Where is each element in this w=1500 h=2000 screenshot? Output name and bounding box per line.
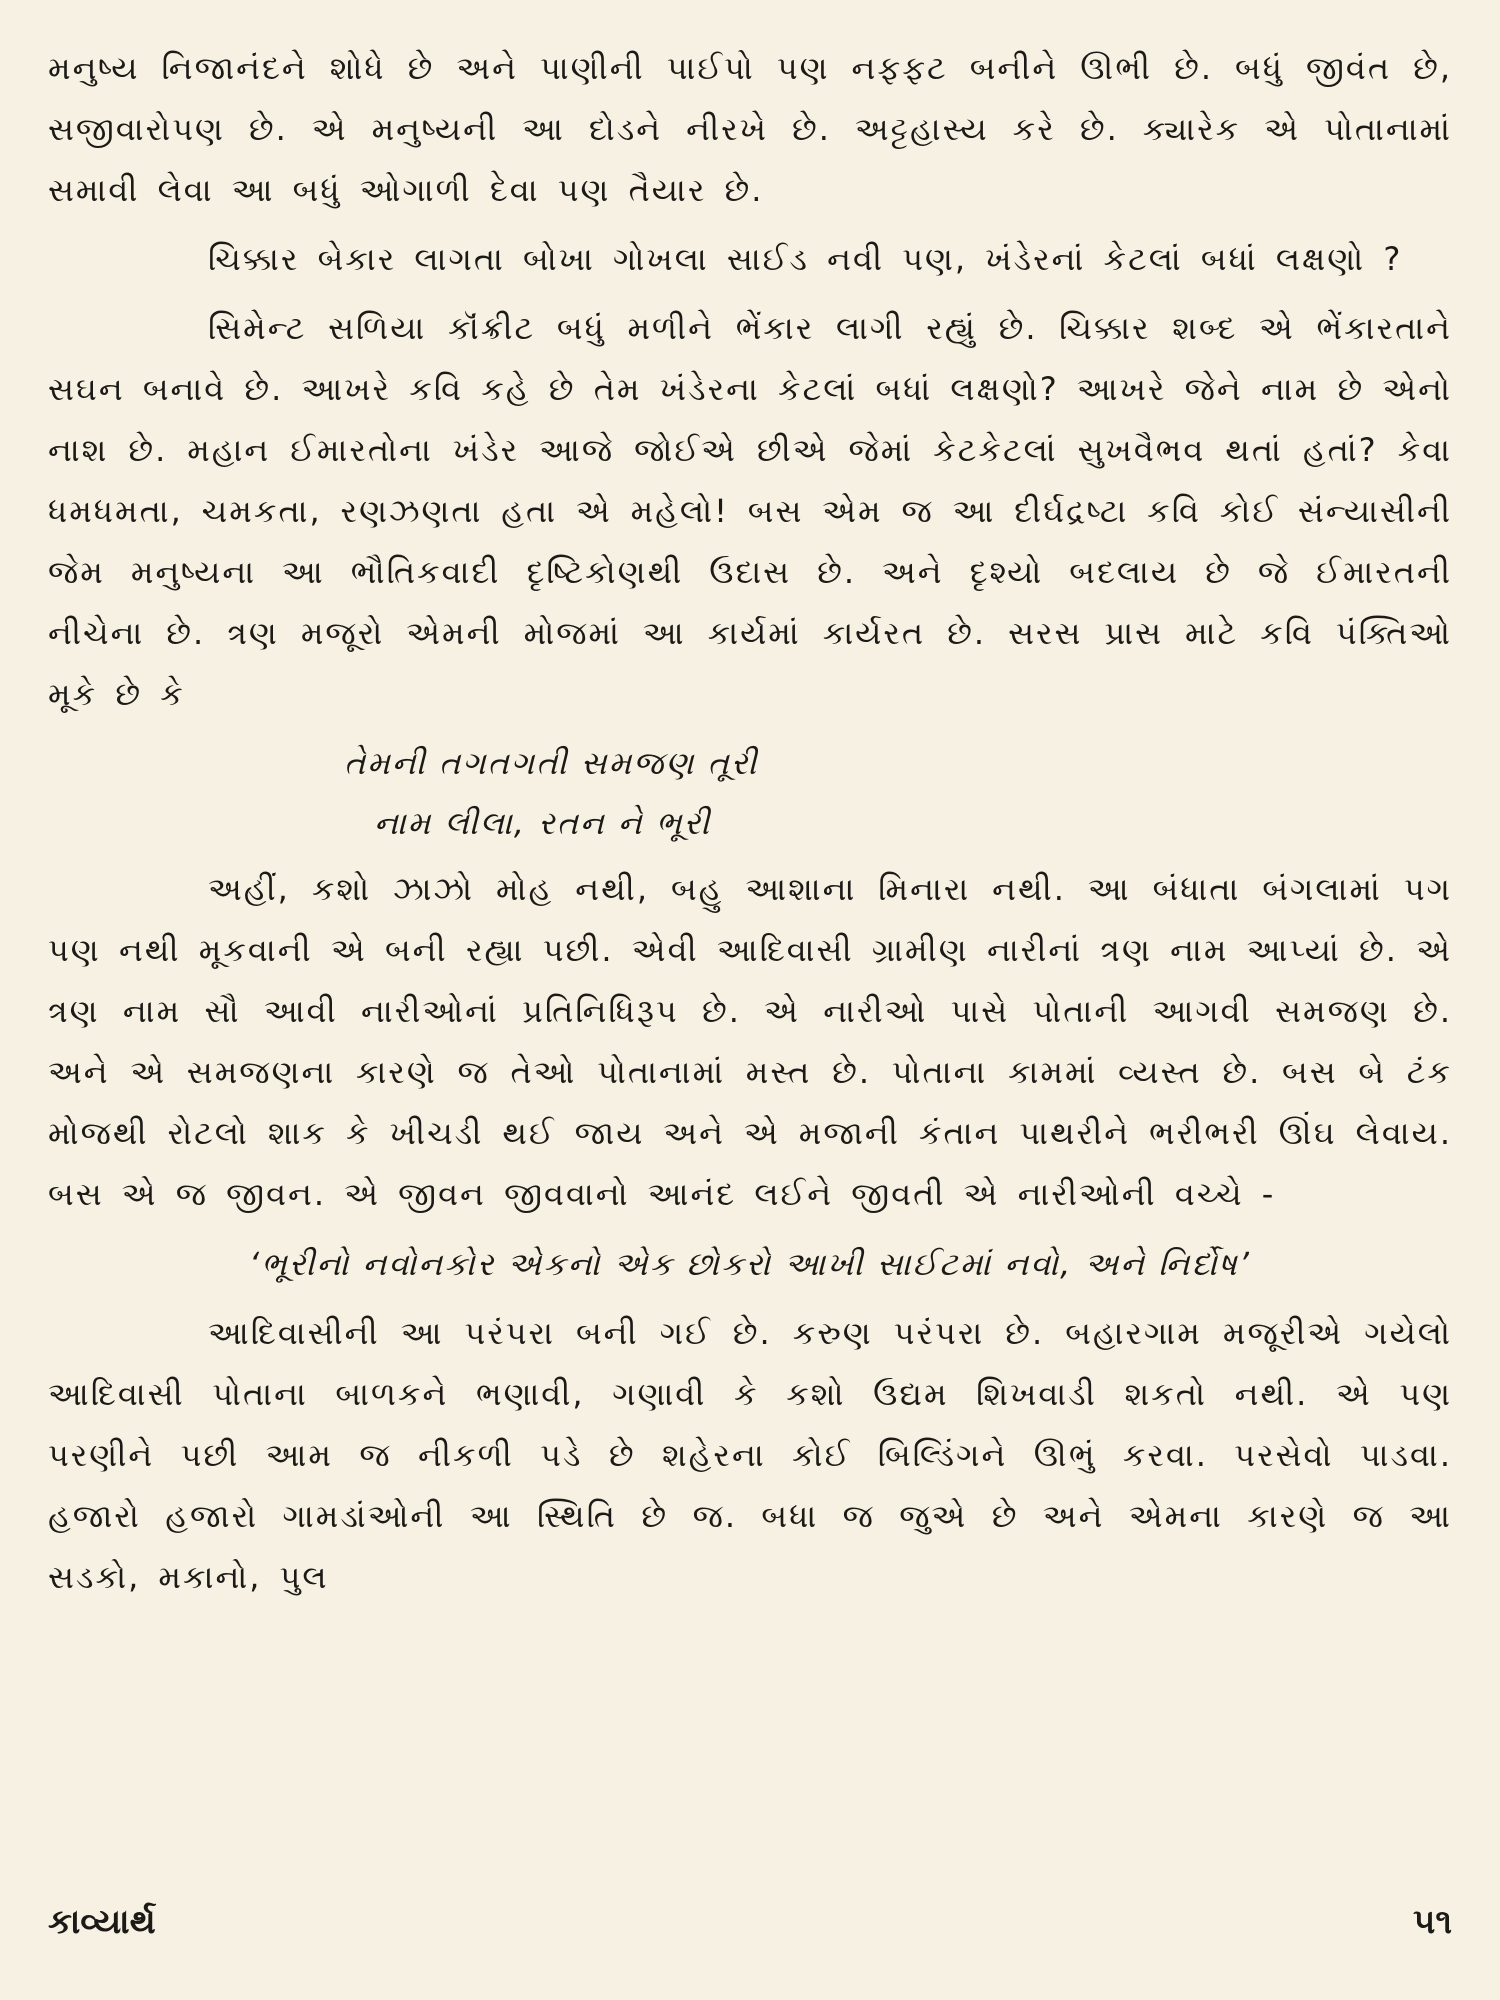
verse-line-1: તેમની તગતગતી સમજણ તૂરી — [344, 744, 759, 782]
page-footer — [48, 1892, 1452, 1952]
verse-block — [48, 733, 1452, 853]
book-title: કાવ્યાર્થ — [48, 1902, 156, 1942]
page-number: ૫૧ — [1413, 1902, 1452, 1942]
paragraph-3: સિમેન્ટ સળિયા કૉંક્રીટ બધું મળીને ભેંકાર લાગી રહ્યું છે. ચિક્કાર શબ્દ એ ભેંકારતાને સઘન બનાવે છે. આખરે કવિ કહે છે તેમ ખંડેરના કેટલાં બધાં લક્ષણો? આખરે જેને નામ છે એનો નાશ છે. મહાન ઈમારતોના ખંડેર આજે જોઈએ છીએ જેમાં કેટકેટલાં સુખવૈભવ થતાં હતાં? કેવા ધમધમતા, ચમકતા, રણઝણતા હતા એ મહેલો! બસ એમ જ આ દીર્ઘદ્રષ્ટા કવિ કોઈ સંન્યાસીની જેમ મનુષ્યના આ ભૌતિકવાદી દૃષ્ટિકોણથી ઉદાસ છે. અને દૃશ્યો બદલાય છે જે ઈમારતની નીચેના છે. ત્રણ મજૂરો એમની મોજમાં આ કાર્યમાં કાર્યરત છે. સરસ પ્રાસ માટે કવિ પંક્તિઓ મૂકે છે કે — [48, 309, 1452, 713]
paragraph-4: અહીં, કશો ઝાઝો મોહ નથી, બહુ આશાના મિનારા નથી. આ બંધાતા બંગલામાં પગ પણ નથી મૂકવાની એ બની રહ્યા પછી. એવી આદિવાસી ગ્રામીણ નારીનાં ત્રણ નામ આપ્યાં છે. એ ત્રણ નામ સૌ આવી નારીઓનાં પ્રતિનિધિરૂપ છે. એ નારીઓ પાસે પોતાની આગવી સમજણ છે. અને એ સમજણના કારણે જ તેઓ પોતાનામાં મસ્ત છે. પોતાના કામમાં વ્યસ્ત છે. બસ બે ટંક મોજથી રોટલો શાક કે ખીચડી થઈ જાય અને એ મજાની કંતાન પાથરીને ભરીભરી ઊંઘ લેવાય. બસ એ જ જીવન. એ જીવન જીવવાનો આનંદ લઈને જીવતી એ નારીઓની વચ્ચે - — [48, 870, 1452, 1213]
paragraph-2: ચિક્કાર બેકાર લાગતા બોખા ગોખલા સાઈડ નવી પણ, ખંડેરનાં કેટલાં બધાં લક્ષણો ? — [208, 240, 1403, 278]
quoted-line: ‘ભૂરીનો નવોનકોર એકનો એક છોકરો આખી સાઈટમાં નવો, અને નિર્દોષ’ — [249, 1245, 1251, 1283]
page-body — [48, 38, 1452, 1608]
paragraph-1: મનુષ્ય નિજાનંદને શોધે છે અને પાણીની પાઈપો પણ નફફટ બનીને ઊભી છે. બધું જીવંત છે, સજીવારોપણ છે. એ મનુષ્યની આ દોડને નીરખે છે. અટ્ટહાસ્ય કરે છે. ક્યારેક એ પોતાનામાં સમાવી લેવા આ બધું ઓગાળી દેવા પણ તૈયાર છે. — [48, 49, 1452, 209]
verse-line-2: નામ લીલા, રતન ને ભૂરી — [374, 804, 712, 842]
paragraph-5: આદિવાસીની આ પરંપરા બની ગઈ છે. કરુણ પરંપરા છે. બહારગામ મજૂરીએ ગયેલો આદિવાસી પોતાના બાળકને ભણાવી, ગણાવી કે કશો ઉદ્યમ શિખવાડી શકતો નથી. એ પણ પરણીને પછી આમ જ નીકળી પડે છે શહેરના કોઈ બિલ્ડિંગને ઊભું કરવા. પરસેવો પાડવા. હજારો હજારો ગામડાંઓની આ સ્થિતિ છે જ. બધા જ જુએ છે અને એમના કારણે જ આ સડકો, મકાનો, પુલ — [48, 1314, 1452, 1596]
